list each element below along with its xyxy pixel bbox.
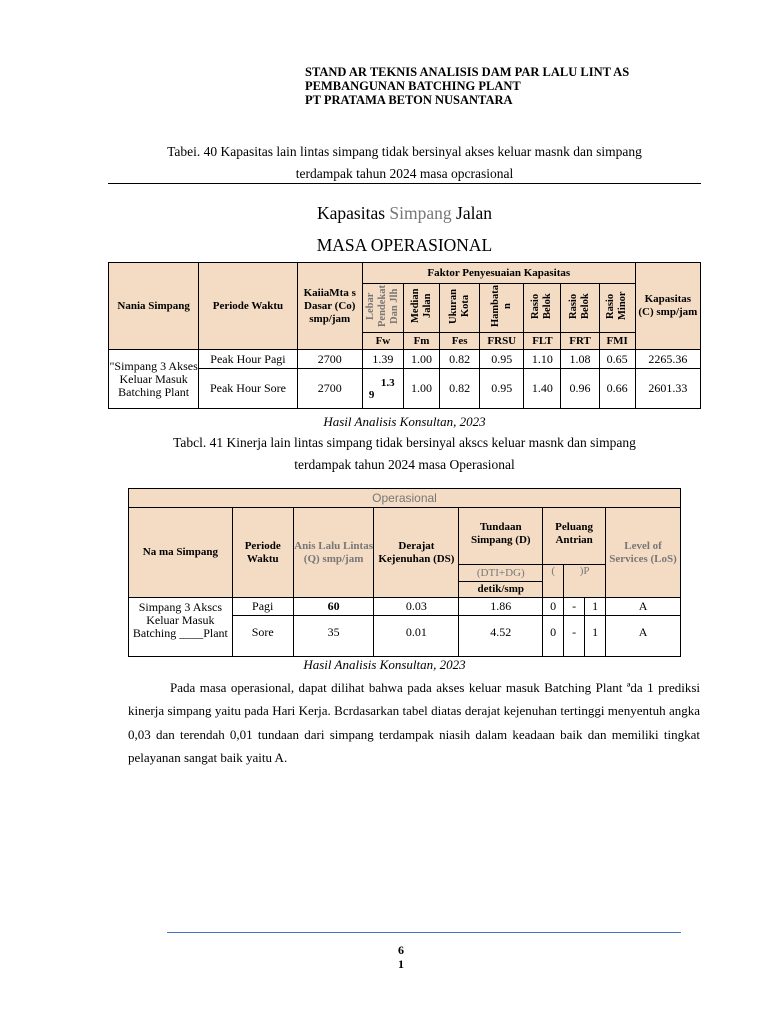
cell-frsu: 0.95 xyxy=(480,350,524,369)
body-paragraph: Pada masa operasional, dapat dilihat bahwa pada akses keluar masuk Batching Plant ªda 1 prediksi kinerja simpang yaitu pada Hari Kerja. Bcrdasarkan tabel diatas derajat kejenuhan tertinggi menyentuh angka 0,03 dan terendah 0,01 tundaan dari simpang terdampak niasih dalam keadaan baik dan memiliki tingkat pelayanan sangat baik yaitu A. xyxy=(128,680,700,766)
cell-flt: 1.40 xyxy=(524,369,561,409)
cell-los: A xyxy=(606,598,681,616)
col-tundaan: Tundaan Simpang (D) xyxy=(459,508,543,565)
cell-ds: 0.03 xyxy=(374,598,459,616)
col-kapasitas: Kapasitas (C) smp/jam xyxy=(635,263,700,350)
cell-fm: 1.00 xyxy=(403,369,439,409)
header-line-1: STAND AR TEKNIS ANALISIS DAM PAR LALU LINT AS xyxy=(305,65,630,79)
table41-source: Hasil Analisis Konsultan, 2023 xyxy=(303,657,466,672)
cell-peluang-dash: - xyxy=(564,598,585,616)
factor-lebar: Lebar Pendekat Dan Jlh xyxy=(362,284,403,333)
caption-divider xyxy=(108,183,701,184)
col-faktor-penyesuaian: Faktor Penyesuaian Kapasitas xyxy=(362,263,635,284)
cell-tundaan: 1.86 xyxy=(459,598,543,616)
cell-tundaan: 4.52 xyxy=(459,616,543,657)
footer-divider xyxy=(167,932,681,933)
title-word-jalan: Jalan xyxy=(456,203,492,223)
cell-fw-part-a: 1.3 xyxy=(380,376,395,389)
page-number-line1: 6 xyxy=(398,943,404,957)
code-fw: Fw xyxy=(362,333,403,350)
cell-fmi: 0.66 xyxy=(599,369,635,409)
cell-peluang-min: 0 xyxy=(543,616,564,657)
table-row xyxy=(129,598,681,616)
code-fes: Fes xyxy=(440,333,480,350)
cell-frsu: 0.95 xyxy=(480,369,524,409)
cell-ds: 0.01 xyxy=(374,616,459,657)
col-periode-waktu: Periode Waktu xyxy=(199,263,297,350)
factor-rasio-minor: Rasio Minor xyxy=(599,284,635,333)
title-word-simpang: Simpang xyxy=(389,203,452,223)
table40-title xyxy=(108,203,701,224)
cell-fmi: 0.65 xyxy=(599,350,635,369)
factor-rasio-lt: Rasio Belok xyxy=(524,284,561,333)
table40-source: Hasil Analisis Konsultan, 2023 xyxy=(323,414,486,429)
cell-fes: 0.82 xyxy=(440,369,480,409)
header-line-3: PT PRATAMA BETON NUSANTARA xyxy=(305,93,513,107)
col-nama-simpang: Nania Simpang xyxy=(109,263,199,350)
cell-nama-simpang: "Simpang 3 Akses Keluar Masuk Batching Plant xyxy=(109,350,199,409)
cell-periode: Sore xyxy=(232,616,293,657)
cell-peluang-max: 1 xyxy=(585,598,606,616)
code-fm: Fm xyxy=(403,333,439,350)
table41-caption xyxy=(108,432,701,476)
cell-nama-simpang: Simpang 3 Akscs Keluar Masuk Batching ____Plant xyxy=(129,598,233,657)
cell-frt: 0.96 xyxy=(561,369,599,409)
cell-peluang-min: 0 xyxy=(543,598,564,616)
col-dti-dg: (DTI+DG) xyxy=(459,565,543,582)
cell-capacity: 2265.36 xyxy=(635,350,700,369)
code-flt: FLT xyxy=(524,333,561,350)
cell-arus: 35 xyxy=(293,616,374,657)
page-number-line2: 1 xyxy=(398,957,404,971)
code-frsu: FRSU xyxy=(480,333,524,350)
col-peluang-antrian: Peluang Antrian xyxy=(543,508,606,565)
cell-frt: 1.08 xyxy=(561,350,599,369)
col-peluang-close: )P xyxy=(564,565,606,598)
cell-co: 2700 xyxy=(297,369,362,409)
factor-rasio-rt: Rasio Belok xyxy=(561,284,599,333)
cell-fes: 0.82 xyxy=(440,350,480,369)
cell-periode: Pagi xyxy=(232,598,293,616)
cell-periode: Peak Hour Sore xyxy=(199,369,297,409)
table41-caption-line1: Tabcl. 41 Kinerja lain lintas simpang tidak bersinyal akscs keluar masnk dan simpang xyxy=(173,435,636,450)
cell-fm: 1.00 xyxy=(403,350,439,369)
document-header xyxy=(305,65,629,107)
cell-flt: 1.10 xyxy=(524,350,561,369)
cell-peluang-dash: - xyxy=(564,616,585,657)
col-peluang-open: ( xyxy=(543,565,564,598)
capacity-table xyxy=(108,262,701,409)
code-fmi: FMI xyxy=(599,333,635,350)
col-arus-lalu-lintas: Anis Lalu Lintas (Q) smp/jam xyxy=(293,508,374,598)
code-frt: FRT xyxy=(561,333,599,350)
col-nama-simpang: Na ma Simpang xyxy=(129,508,233,598)
cell-fw: 1.39 xyxy=(362,350,403,369)
col-unit: detik/smp xyxy=(459,582,543,598)
col-derajat-kejenuhan: Derajat Kejenuhan (DS) xyxy=(374,508,459,598)
table40-caption-line2: terdampak tahun 2024 masa opcrasional xyxy=(295,166,514,181)
factor-median: Median Jalan xyxy=(403,284,439,333)
col-level-of-service: Level of Services (LoS) xyxy=(606,508,681,598)
table-row xyxy=(109,350,701,369)
col-periode-waktu: Periode Waktu xyxy=(232,508,293,598)
cell-capacity: 2601.33 xyxy=(635,369,700,409)
factor-hambatan: Hambata n xyxy=(480,284,524,333)
cell-los: A xyxy=(606,616,681,657)
factor-ukuran: Ukuran Kota xyxy=(440,284,480,333)
cell-peluang-max: 1 xyxy=(585,616,606,657)
cell-fw-part-b: 9 xyxy=(368,388,375,401)
header-line-2: PEMBANGUNAN BATCHING PLANT xyxy=(305,79,521,93)
performance-table xyxy=(128,488,681,657)
table40-caption xyxy=(108,141,701,185)
table40-caption-line1: Tabei. 40 Kapasitas lain lintas simpang tidak bersinyal akses keluar masnk dan simpang xyxy=(167,144,642,159)
title-word-kapasitas: Kapasitas xyxy=(317,203,386,223)
table41-caption-line2: terdampak tahun 2024 masa Operasional xyxy=(294,457,515,472)
cell-periode: Peak Hour Pagi xyxy=(199,350,297,369)
cell-fw xyxy=(362,369,403,409)
cell-arus: 60 xyxy=(293,598,374,616)
col-kapasitas-dasar: KaiiaMta s Dasar (Co) smp/jam xyxy=(297,263,362,350)
header-operasional: Operasional xyxy=(129,489,681,508)
table40-subtitle: MASA OPERASIONAL xyxy=(316,235,493,255)
cell-co: 2700 xyxy=(297,350,362,369)
